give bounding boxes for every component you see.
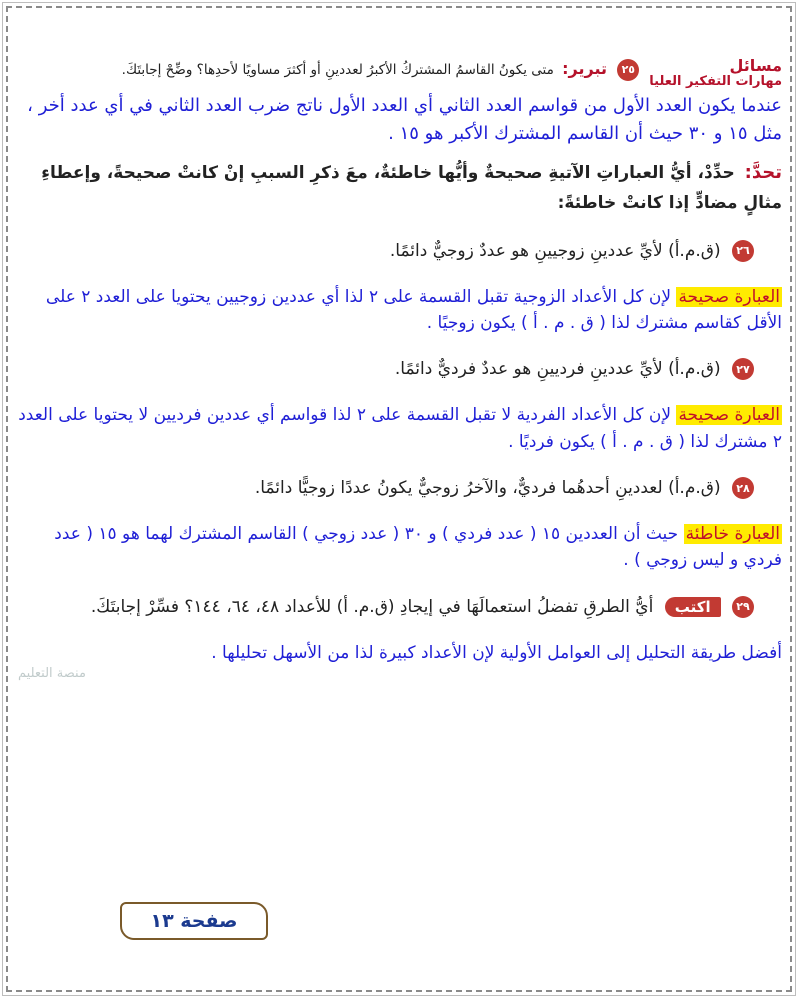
question-number-badge: ٢٨: [732, 477, 754, 499]
question-27: [18, 358, 782, 380]
question-text: (ق.م.أ) لعددينِ أحدهُما فرديٌّ، والآخرُ زوجيٌّ يكونُ عددًا زوجيًّا دائمًا.: [254, 478, 721, 499]
answer-text: لإن كل الأعداد الزوجية تقبل القسمة على ٢ لذا أي عددين زوجيين يحتويا على العدد ٢ على الأقل كقاسم مشترك لذا ( ق . م . أ ) يكون زوجيًا .: [45, 286, 782, 334]
answer-28: [18, 521, 782, 574]
challenge-text: حدِّدْ، أيُّ العباراتِ الآتيةِ صحيحةٌ وأيُّها خاطئةٌ، معَ ذكرِ السببِ إنْ كانتْ صحيحةً، وإعطاءِ مثالٍ مضادٍّ إذا كانتْ خاطئةً:: [41, 163, 782, 213]
question-number-badge: ٢٩: [732, 596, 754, 618]
answer-27: [18, 402, 782, 455]
question-number-badge: ٢٧: [732, 358, 754, 380]
category-label: [649, 58, 782, 88]
question-number-badge: ٢٦: [732, 240, 754, 262]
verdict-highlight: العبارة خاطئة: [685, 524, 780, 545]
question-25-header: [18, 58, 782, 88]
verdict-highlight: العبارة صحيحة: [678, 405, 780, 426]
question-text: (ق.م.أ) لأيِّ عددينِ زوجيينِ هو عددٌ زوجيٌّ دائمًا.: [389, 240, 721, 261]
category-subtitle: مهارات التفكير العليا: [649, 73, 782, 89]
write-label: اكتب: [665, 597, 721, 617]
answer-text: حيث أن العددين ١٥ ( عدد فردي ) و ٣٠ ( عدد زوجي ) القاسم المشترك لهما هو ١٥ ( عدد فردي و ليس زوجي ) .: [54, 524, 782, 571]
challenge-block: [18, 158, 782, 217]
question-26: [18, 240, 782, 262]
question-text: (ق.م.أ) لأيِّ عددينِ فرديينِ هو عددٌ فرديٌّ دائمًا.: [394, 359, 721, 380]
question-29: [18, 596, 782, 618]
question-28: [18, 477, 782, 499]
question-number-badge: ٢٥: [617, 59, 639, 81]
watermark: منصة التعليم: [18, 666, 86, 681]
question-text: أيُّ الطرقِ تفضلُ استعمالَهَا في إيجادِ (ق.م. أ) للأعداد ٤٨، ٦٤، ١٤٤؟ فسِّرْ إجابتَكَ.: [90, 596, 654, 617]
answer-25: عندما يكون العدد الأول من قواسم العدد الثاني أي العدد الأول ناتج ضرب العدد الثاني في أي عدد أخر ، مثل ١٥ و ٣٠ حيث أن القاسم المشترك الأكبر هو ١٥ .: [27, 95, 782, 145]
verdict-highlight: العبارة صحيحة: [678, 286, 780, 307]
challenge-label: تحدَّ:: [744, 162, 782, 184]
answer-26: [18, 284, 782, 337]
question-label: تبرير:: [562, 59, 607, 78]
page-number: صفحة ١٣: [120, 902, 268, 940]
question-25: [122, 58, 640, 81]
category-title: مسائل: [729, 56, 782, 75]
question-text: متى يكونُ القاسمُ المشتركُ الأكبرُ لعددينِ أو أكثرَ مساويًا لأحدِها؟ وضِّحْ إجابتَكَ.: [121, 62, 554, 78]
worksheet-page: [18, 20, 782, 980]
answer-29: أفضل طريقة التحليل إلى العوامل الأولية لإن الأعداد كبيرة لذا من الأسهل تحليلها .: [211, 642, 782, 663]
answer-text: لإن كل الأعداد الفردية لا تقبل القسمة على ٢ لذا قواسم أي عددين فرديين لا يحتويا على العدد ٢ مشترك لذا ( ق . م . أ ) يكون فرديًا .: [18, 405, 782, 452]
